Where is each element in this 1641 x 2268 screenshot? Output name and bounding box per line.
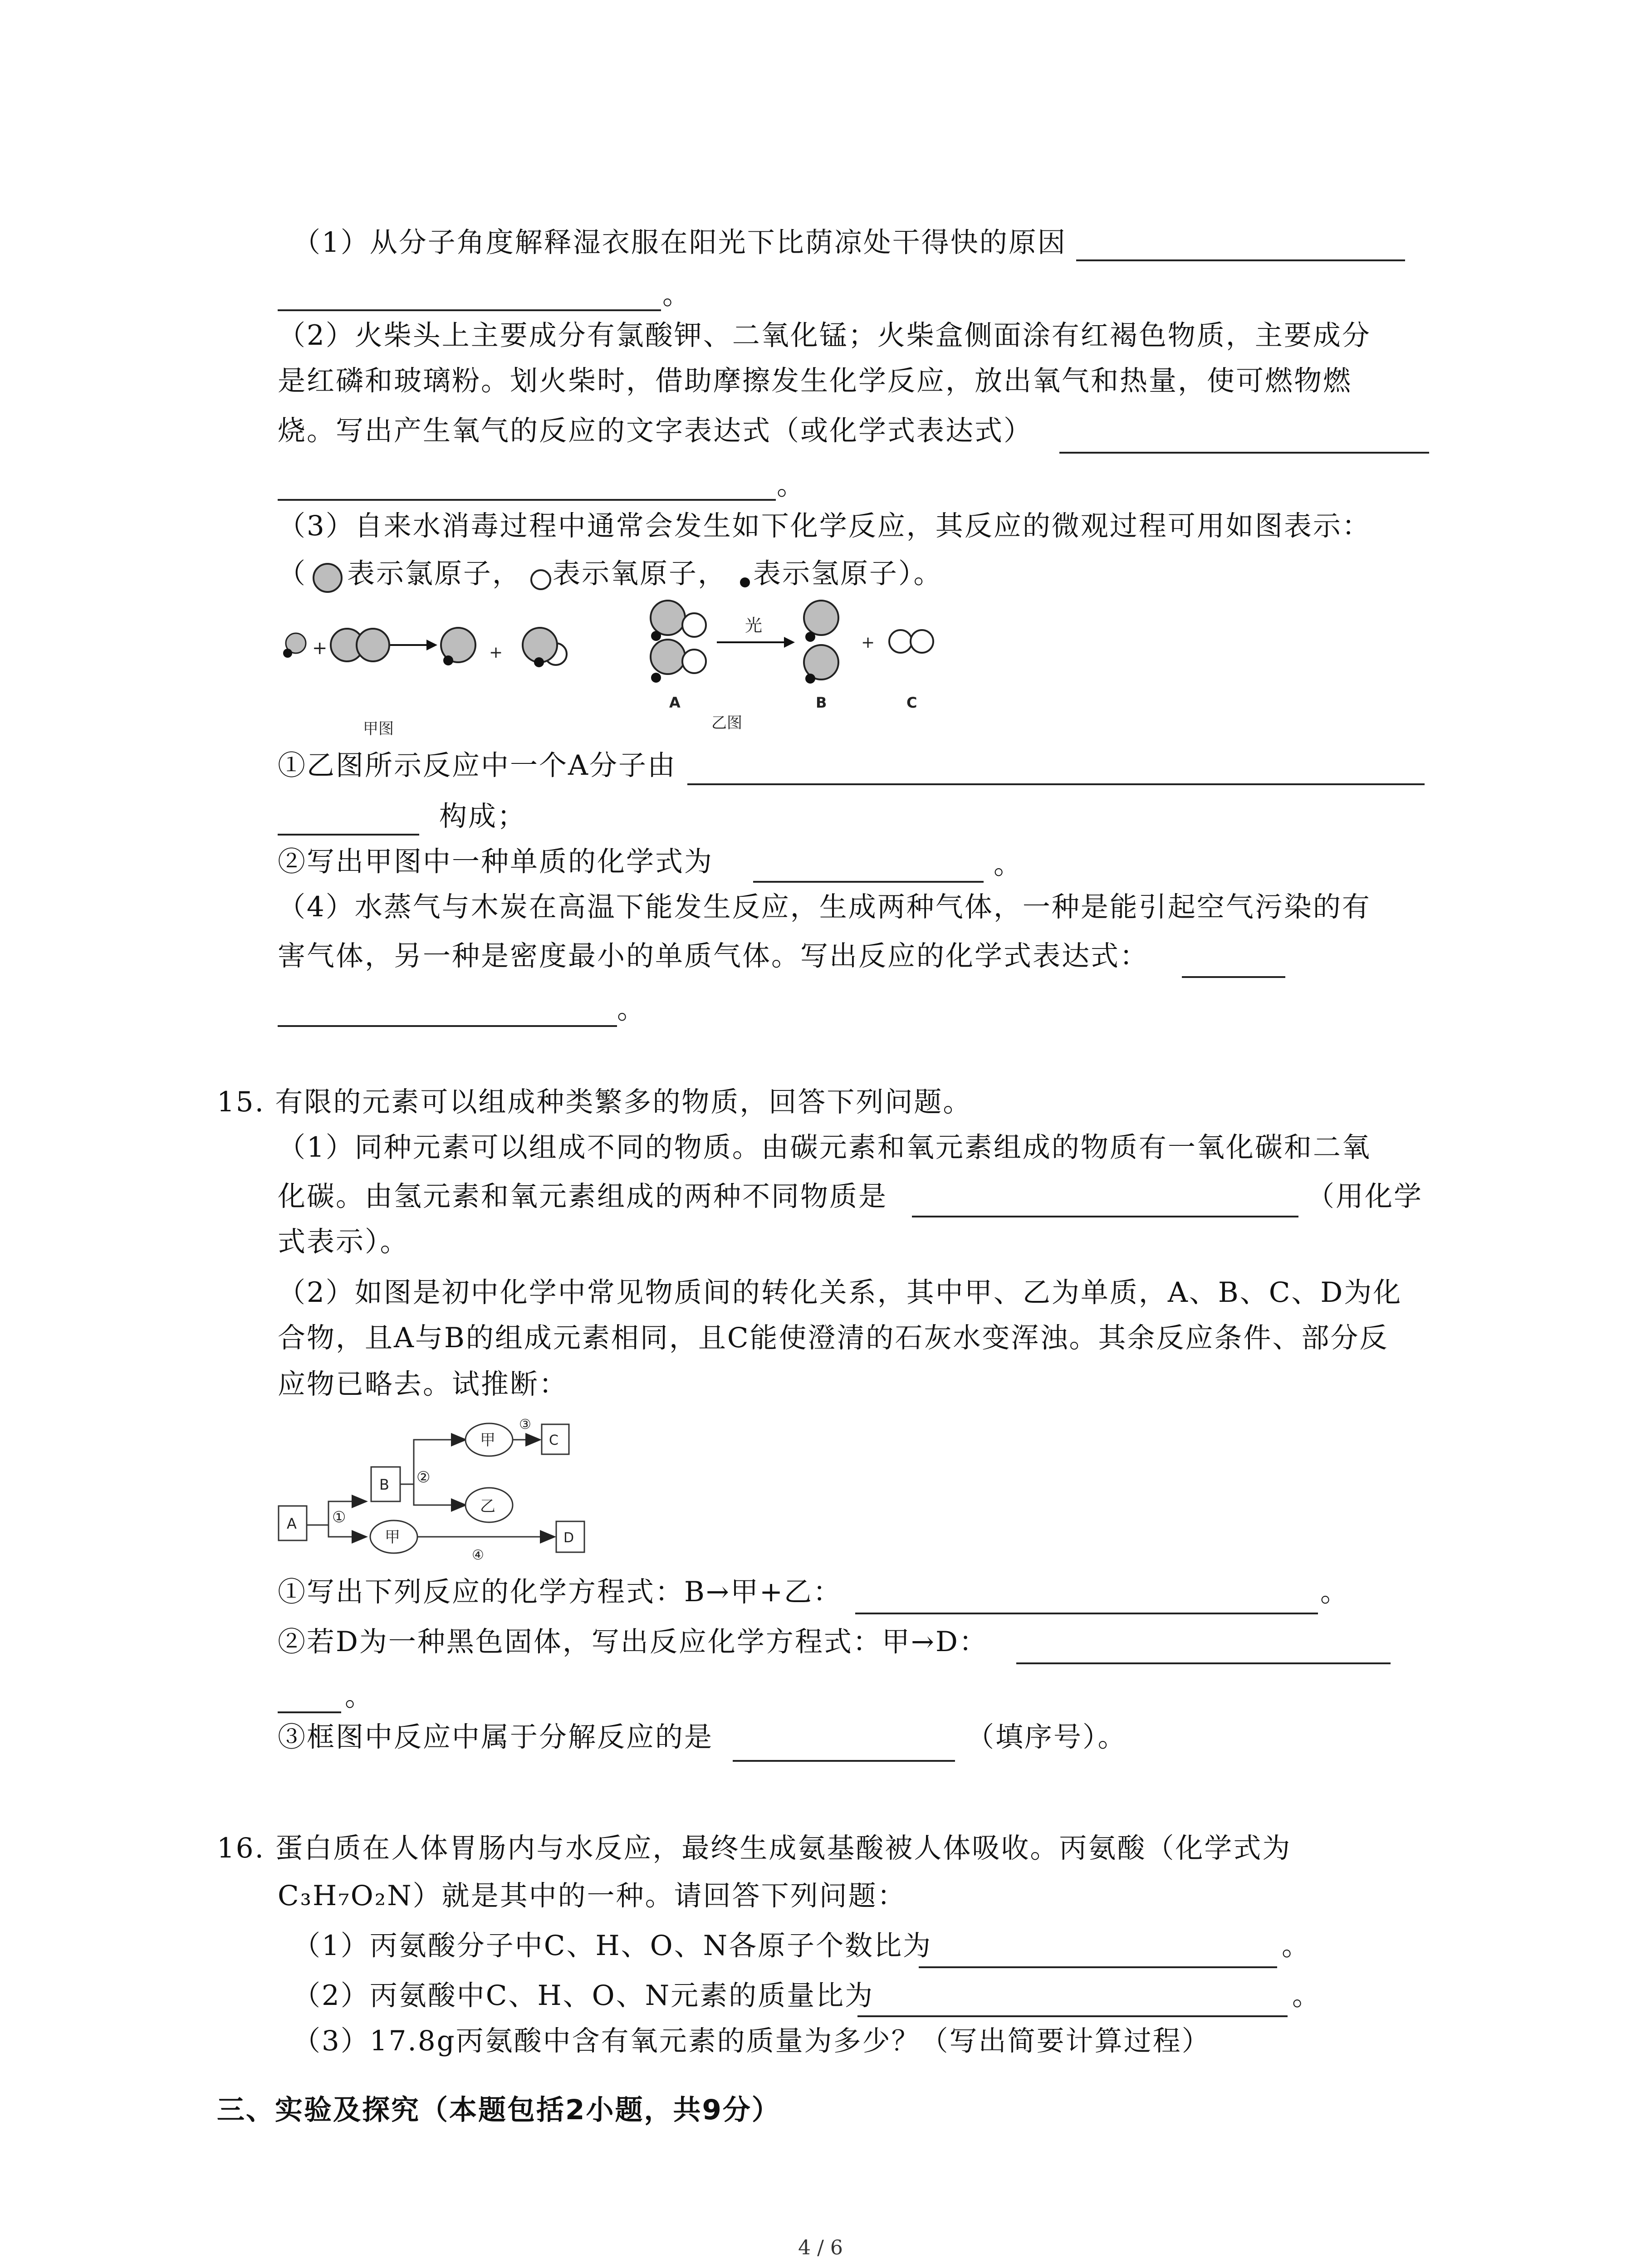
- q15-sub1-answer-blank[interactable]: [855, 1613, 1318, 1614]
- reaction-arrow-icon: [390, 640, 437, 650]
- q15-part2-line1: （2）如图是初中化学中常见物质间的转化关系，其中甲、乙为单质，A、B、C、D为化: [278, 1276, 1402, 1309]
- svg-text:A: A: [287, 1515, 297, 1532]
- circle-jia-bottom: [370, 1520, 417, 1553]
- box-b: [371, 1467, 400, 1501]
- q15-part2-line3: 应物已略去。试推断：: [278, 1368, 568, 1400]
- q16-part1-answer-blank[interactable]: [919, 1966, 1277, 1968]
- q15-sub3-answer-blank[interactable]: [733, 1760, 955, 1762]
- svg-text:甲: 甲: [385, 1528, 400, 1546]
- q15-sub2-period: 。: [345, 1680, 374, 1712]
- hydrogen-atom-legend-icon: [739, 575, 752, 589]
- q15-part1-line3: 式表示）。: [278, 1226, 409, 1258]
- q14-sub1-answer-blank-cont[interactable]: [278, 834, 419, 836]
- q15-sub2-answer-blank-cont[interactable]: [278, 1711, 341, 1713]
- molecule-a-icon: [651, 601, 706, 683]
- q15-sub2-answer-blank[interactable]: [1016, 1662, 1391, 1664]
- circle-jia-top: [465, 1423, 513, 1456]
- figure-yi-caption: 乙图: [711, 714, 742, 732]
- q16-part1-text: （1）丙氨酸分子中C、H、O、N各原子个数比为: [293, 1930, 932, 1962]
- q14-part1-answer-blank[interactable]: [1076, 259, 1405, 261]
- q15-part1-line1: （1）同种元素可以组成不同的物质。由碳元素和氧元素组成的物质有一氧化碳和二氧: [278, 1131, 1371, 1163]
- q15-part2-line2: 合物，且A与B的组成元素相同，且C能使澄清的石灰水变浑浊。其余反应条件、部分反: [278, 1322, 1389, 1354]
- figure-jia-reaction-diagram: [272, 617, 612, 753]
- label-a: A: [669, 694, 681, 711]
- page-number: 4 / 6: [798, 2236, 843, 2259]
- q14-part2-answer-blank[interactable]: [1059, 452, 1429, 454]
- q16-part2-period: 。: [1292, 1980, 1322, 2012]
- q16-title-line1: 16. 蛋白质在人体胃肠内与水反应，最终生成氨基酸被人体吸收。丙氨酸（化学式为: [217, 1832, 1292, 1864]
- q16-title-line2: C₃H₇O₂N）就是其中的一种。请回答下列问题：: [278, 1880, 906, 1912]
- q14-part1-period: 。: [662, 279, 692, 311]
- svg-text:C: C: [549, 1432, 558, 1448]
- circle-yi: [465, 1488, 513, 1522]
- q14-sub2-text: ②写出甲图中一种单质的化学式为: [278, 846, 714, 878]
- chlorine-atom-legend-icon: [312, 562, 344, 594]
- q14-part1-answer-blank-cont[interactable]: [278, 309, 661, 311]
- q14-legend-cl: 表示氯原子，: [347, 557, 522, 590]
- q15-sub3-text: ③框图中反应中属于分解反应的是: [278, 1721, 714, 1753]
- reaction-4-label: ④: [472, 1547, 484, 1563]
- reaction-arrow-icon: [717, 637, 795, 648]
- q15-sub3-end: （填序号）。: [966, 1721, 1127, 1753]
- q14-sub1-answer-blank[interactable]: [687, 783, 1425, 785]
- q15-sub1-period: 。: [1320, 1576, 1350, 1608]
- q15-part1-line2: 化碳。由氢元素和氧元素组成的两种不同物质是: [278, 1180, 888, 1212]
- molecule-c-icon: [889, 630, 933, 653]
- q14-part4-answer-blank[interactable]: [1182, 976, 1285, 978]
- q16-part2-answer-blank[interactable]: [857, 2015, 1288, 2017]
- q14-legend-open: （: [278, 557, 307, 590]
- molecule-hcl-product-icon: [441, 628, 475, 665]
- q14-legend-h: 表示氢原子）。: [753, 557, 943, 590]
- q14-part2-answer-blank-cont[interactable]: [278, 499, 776, 501]
- box-a: [279, 1506, 307, 1540]
- q14-part2-line2: 是红磷和玻璃粉。划火柴时，借助摩擦发生化学反应，放出氧气和热量，使可燃物燃: [278, 365, 1352, 397]
- plus-sign: +: [312, 638, 328, 659]
- svg-text:B: B: [379, 1476, 389, 1493]
- reaction-1-label: ①: [332, 1508, 346, 1526]
- q15-sub2-text: ②若D为一种黑色固体，写出反应化学方程式：甲→D：: [278, 1626, 988, 1658]
- q14-sub1-text: ①乙图所示反应中一个A分子由: [278, 749, 677, 782]
- q15-title: 15. 有限的元素可以组成种类繁多的物质，回答下列问题。: [217, 1086, 972, 1118]
- q14-part4-answer-blank-cont[interactable]: [278, 1025, 617, 1027]
- q14-sub2-period: 。: [994, 848, 1023, 880]
- q16-part1-period: 。: [1282, 1930, 1311, 1962]
- q14-part4-period: 。: [617, 993, 647, 1025]
- plus-sign: +: [861, 633, 875, 652]
- q16-part3-text: （3）17.8g丙氨酸中含有氧元素的质量为多少？（写出简要计算过程）: [293, 2025, 1211, 2057]
- label-c: C: [906, 694, 917, 711]
- plus-sign: +: [489, 643, 503, 662]
- q16-part2-text: （2）丙氨酸中C、H、O、N元素的质量比为: [293, 1980, 874, 2012]
- q15-part1-answer-blank[interactable]: [912, 1216, 1298, 1217]
- reaction-2-label: ②: [416, 1468, 431, 1486]
- reaction-3-label: ③: [519, 1417, 531, 1432]
- molecule-cl2-icon: [331, 629, 389, 661]
- molecule-b-icon: [804, 601, 838, 684]
- q14-part4-line2: 害气体，另一种是密度最小的单质气体。写出反应的化学式表达式：: [278, 940, 1149, 972]
- q14-sub2-answer-blank[interactable]: [753, 881, 984, 883]
- svg-text:甲: 甲: [480, 1431, 495, 1449]
- molecule-hcl-icon: [283, 633, 306, 658]
- figure-yi-reaction-diagram: [640, 590, 957, 732]
- label-b: B: [816, 694, 827, 711]
- q14-part1-text: （1）从分子角度解释湿衣服在阳光下比荫凉处干得快的原因: [293, 226, 1067, 259]
- molecule-hclo-icon: [523, 628, 567, 667]
- q15-part1-line2-cont: （用化学: [1307, 1180, 1423, 1212]
- q14-part2-line3: 烧。写出产生氧气的反应的文字表达式（或化学式表达式）: [278, 415, 1033, 447]
- light-condition-label: 光: [745, 616, 763, 635]
- q15-sub1-text: ①写出下列反应的化学方程式：B→甲+乙：: [278, 1576, 843, 1608]
- q14-part2-line1: （2）火柴头上主要成分有氯酸钾、二氧化锰；火柴盒侧面涂有红褐色物质，主要成分: [278, 319, 1371, 352]
- q14-part3-line1: （3）自来水消毒过程中通常会发生如下化学反应，其反应的微观过程可用如图表示：: [278, 510, 1371, 542]
- q15-conversion-flowchart: [272, 1411, 617, 1569]
- figure-jia-caption: 甲图: [363, 720, 394, 738]
- box-c: [542, 1424, 569, 1454]
- oxygen-atom-legend-icon: [530, 568, 553, 591]
- section-3-heading: 三、实验及探究（本题包括2小题，共9分）: [217, 2094, 781, 2126]
- q14-legend-o: 表示氧原子，: [553, 557, 727, 590]
- svg-text:D: D: [563, 1530, 574, 1546]
- q14-sub1-end: 构成；: [439, 800, 527, 832]
- box-d: [556, 1521, 584, 1552]
- svg-text:乙: 乙: [480, 1497, 495, 1515]
- q14-part2-period: 。: [777, 469, 806, 501]
- q14-part4-line1: （4）水蒸气与木炭在高温下能发生反应，生成两种气体，一种是能引起空气污染的有: [278, 891, 1371, 923]
